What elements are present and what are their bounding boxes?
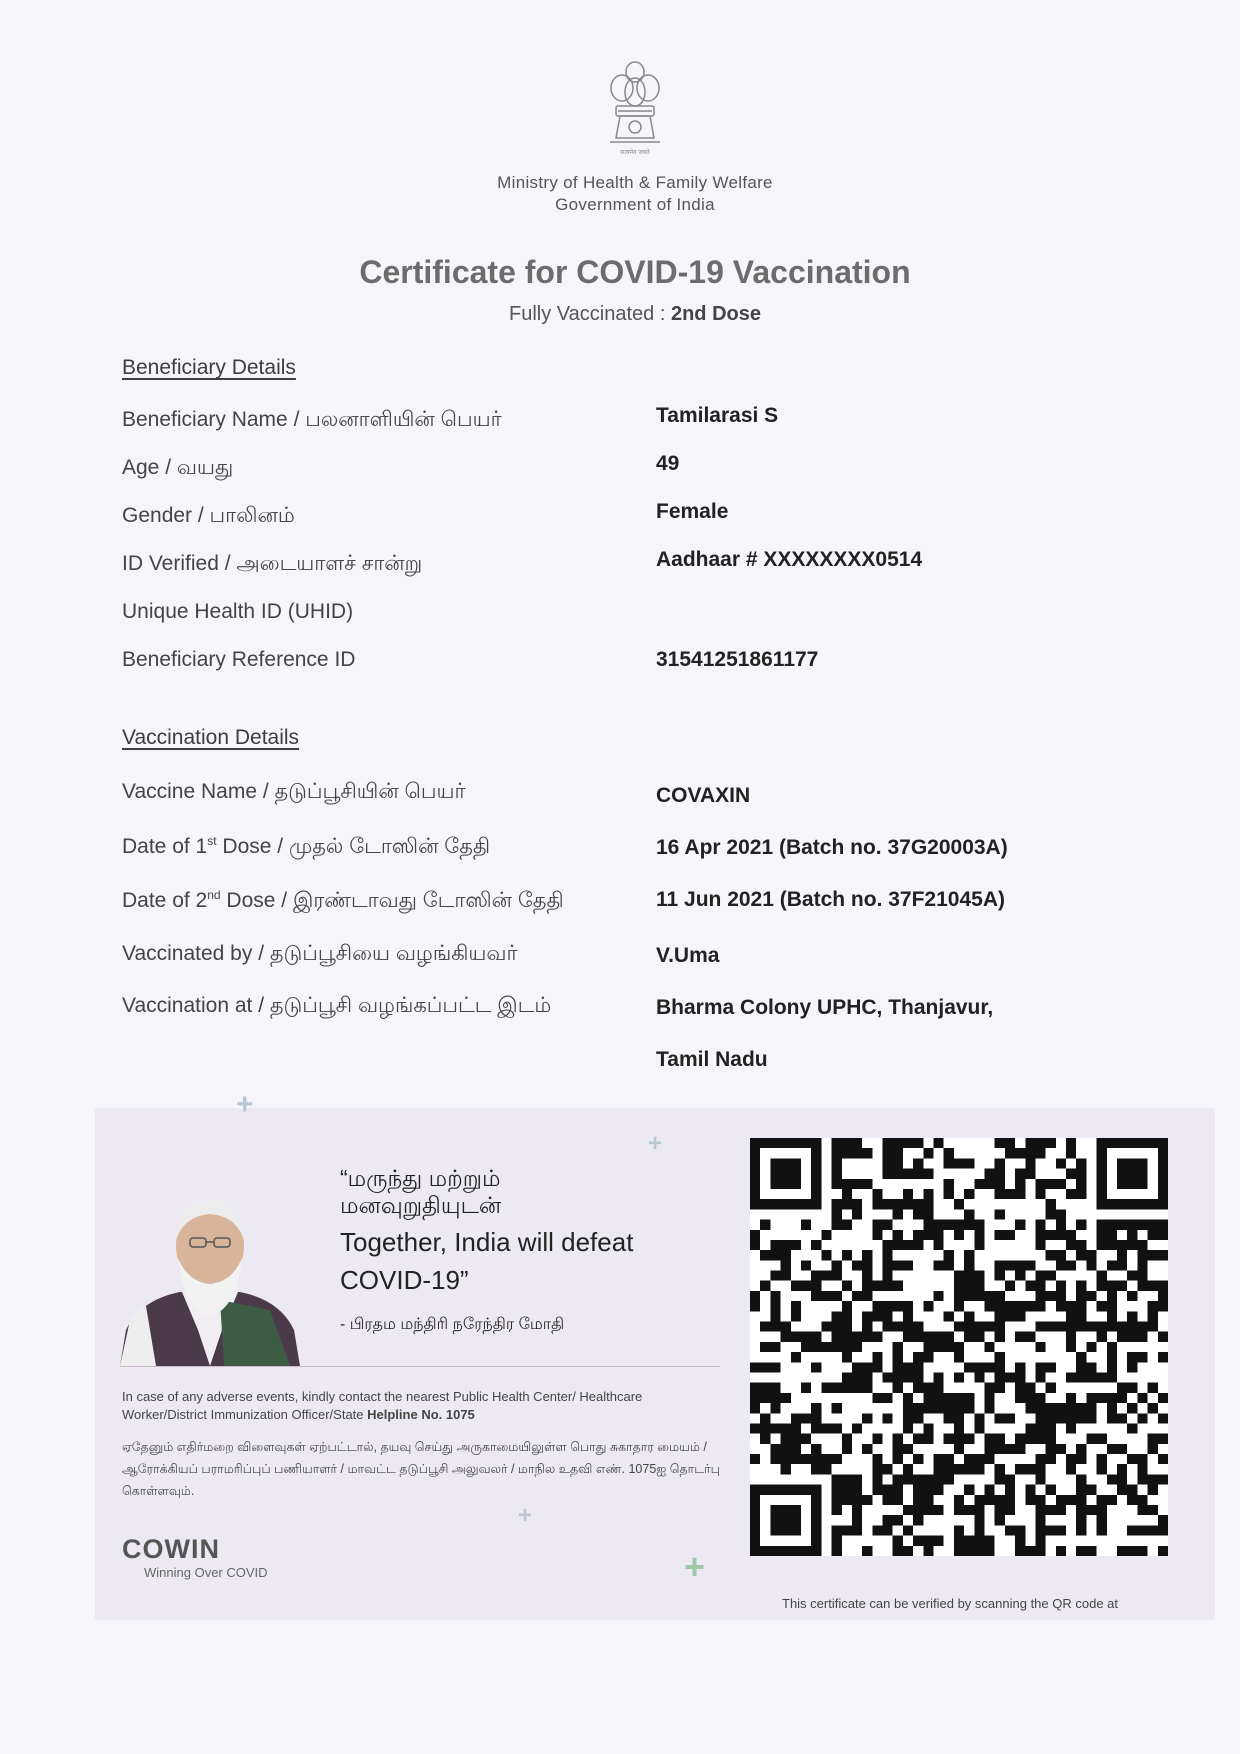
row-label: Age / வயது — [122, 456, 234, 479]
quote-tamil-line2: மனவுறுதியுடன் — [340, 1192, 502, 1218]
beneficiary-row — [122, 452, 1122, 486]
portrait-image — [120, 1180, 300, 1366]
plus-decoration-icon: + — [236, 1088, 254, 1121]
ministry-line2: Government of India — [555, 195, 715, 214]
plus-decoration-icon: + — [648, 1130, 663, 1157]
row-label: Beneficiary Name / பலனாளியின் பெயர் — [122, 408, 502, 431]
cowin-logo — [122, 1534, 268, 1580]
second-dose-value: 11 Jun 2021 (Batch no. 37F21045A) — [656, 888, 1005, 911]
row-label: ID Verified / அடையாளச் சான்று — [122, 552, 423, 575]
beneficiary-row — [122, 500, 1122, 534]
row-label: Gender / பாலினம் — [122, 504, 295, 527]
vaccine-name-value: COVAXIN — [656, 784, 751, 807]
beneficiary-details-heading: Beneficiary Details — [122, 356, 296, 379]
row-label: Date of 2nd Dose / இரண்டாவது டோஸின் தேதி — [122, 888, 564, 912]
vaccination-row — [122, 888, 1122, 918]
divider — [120, 1366, 720, 1367]
quote-block — [340, 1165, 700, 1335]
row-label: Vaccine Name / தடுப்பூசியின் பெயர் — [122, 780, 466, 803]
quote-tamil-line1: “மருந்து மற்றும் — [340, 1165, 501, 1191]
vaccination-details-heading: Vaccination Details — [122, 726, 300, 749]
row-label: Date of 1st Dose / முதல் டோஸின் தேதி — [122, 834, 491, 858]
beneficiary-row — [122, 600, 1122, 630]
reference-id-value: 31541251861177 — [656, 648, 819, 671]
vaccination-row — [122, 780, 1122, 810]
plus-decoration-icon: + — [684, 1546, 706, 1587]
beneficiary-name-value: Tamilarasi S — [656, 404, 779, 427]
vaccinated-by-value: V.Uma — [656, 944, 720, 967]
emblem-motto: सत्यमेव जयते — [620, 149, 650, 156]
beneficiary-row — [122, 648, 1122, 678]
first-dose-value: 16 Apr 2021 (Batch no. 37G20003A) — [656, 836, 1008, 859]
beneficiary-row — [122, 548, 1122, 582]
verification-note: This certificate can be verified by scanning the QR code at — [782, 1596, 1119, 1611]
id-verified-value: Aadhaar # XXXXXXXX0514 — [656, 548, 923, 571]
gender-value: Female — [656, 500, 729, 523]
qr-code-icon — [750, 1138, 1168, 1556]
vaccination-row — [122, 942, 1122, 972]
row-label: Unique Health ID (UHID) — [122, 600, 354, 623]
cowin-wordmark: COWIN — [122, 1534, 220, 1564]
vaccination-row — [122, 834, 1122, 864]
row-label: Vaccinated by / தடுப்பூசியை வழங்கியவர் — [122, 942, 518, 965]
ministry-line1: Ministry of Health & Family Welfare — [497, 173, 773, 192]
adverse-events-notice: In case of any adverse events, kindly contact the nearest Public Health Center/ Healthcare Worker/District Immunization Officer/State Helpline No. 1075 — [122, 1389, 643, 1422]
plus-decoration-icon: + — [518, 1502, 533, 1529]
national-emblem-icon — [604, 58, 666, 158]
beneficiary-row — [122, 404, 1122, 438]
vaccination-row — [122, 994, 1122, 1071]
vaccination-status — [380, 303, 890, 326]
quote-attribution: - பிரதம மந்திரி நரேந்திர மோதி — [340, 1316, 565, 1333]
vaccination-at-value-line2: Tamil Nadu — [656, 1048, 768, 1071]
status-prefix: Fully Vaccinated : — [509, 303, 671, 325]
helpline-number: Helpline No. 1075 — [367, 1407, 475, 1422]
ministry-name — [380, 172, 890, 216]
adverse-events-notice-tamil: ஏதேனும் எதிர்மறை விளைவுகள் ஏற்பட்டால், தயவு செய்து அருகாமையிலுள்ள பொது சுகாதார மையம் / ஆரோக்கியப் பராமரிப்புப் பணியாளர் / மாவட்ட தடுப்பூசி அலுவலர் / மாநில உதவி எண். 1075ஐ தொடர்பு கொள்ளவும். — [122, 1440, 720, 1498]
certificate-title: Certificate for COVID-19 Vaccination — [359, 254, 911, 290]
age-value: 49 — [656, 452, 680, 475]
row-label: Beneficiary Reference ID — [122, 648, 356, 671]
vaccination-at-value: Bharma Colony UPHC, Thanjavur, — [656, 996, 994, 1019]
cowin-tagline: Winning Over COVID — [144, 1565, 268, 1580]
quote-english: Together, India will defeat COVID-19” — [340, 1227, 634, 1295]
row-label: Vaccination at / தடுப்பூசி வழங்கப்பட்ட இடம் — [122, 994, 552, 1017]
status-dose: 2nd Dose — [670, 303, 761, 325]
